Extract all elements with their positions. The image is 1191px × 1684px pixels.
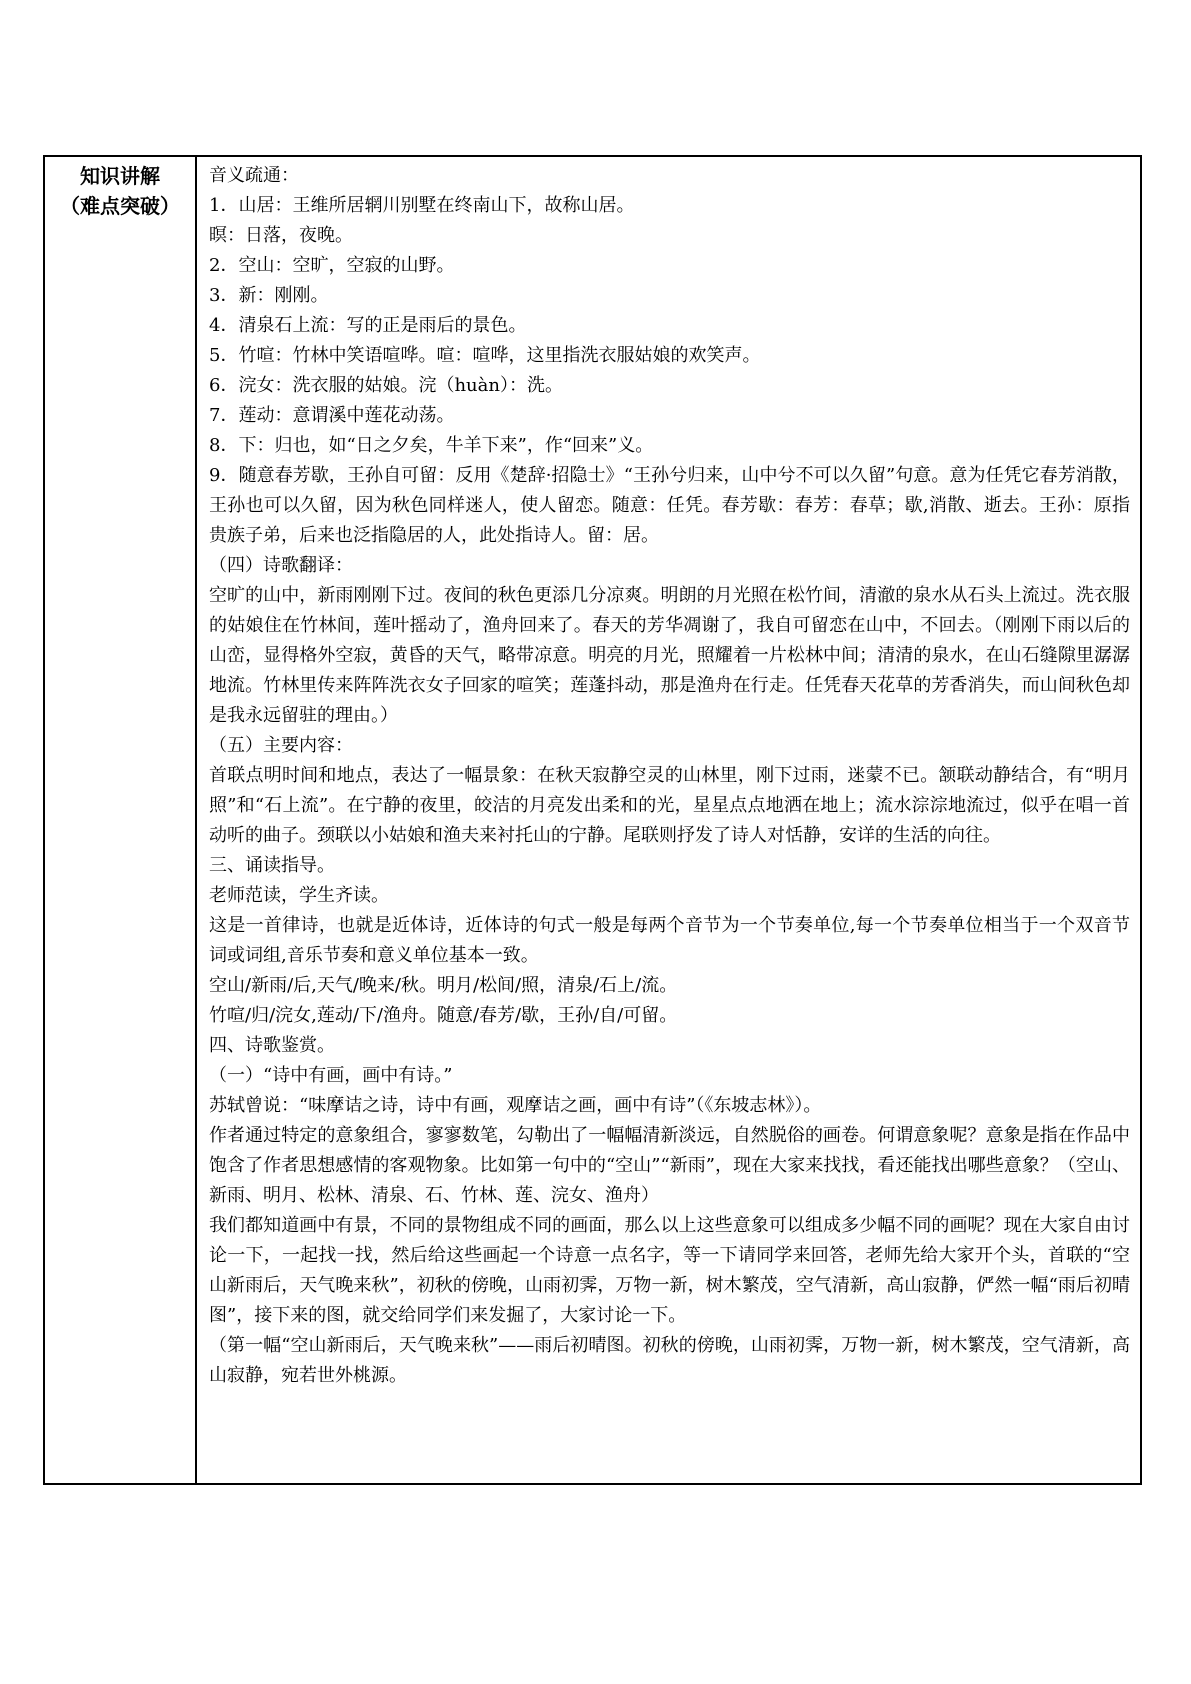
note-2-kongshan: 2．空山：空旷，空寂的山野。 (209, 255, 455, 276)
subheading-poem-painting: （一）“诗中有画，画中有诗。” (209, 1065, 453, 1086)
note-6-huannv: 6．浣女：洗衣服的姑娘。浣（huàn）：洗。 (209, 375, 563, 396)
section-content-cell (196, 156, 1141, 1484)
note-7-liandong: 7．莲动：意谓溪中莲花动荡。 (209, 405, 455, 426)
sushi-quote: 苏轼曾说：“味摩诘之诗，诗中有画，观摩诘之画，画中有诗”（《东坡志林》）。 (209, 1095, 822, 1116)
note-4-qingquan: 4．清泉石上流：写的正是雨后的景色。 (209, 315, 527, 336)
rhythm-explanation: 这是一首律诗，也就是近体诗，近体诗的句式一般是每两个音节为一个节奏单位,每一个节奏单位相当于一个双音节词或词组,音乐节奏和意义单位基本一致。 (209, 915, 1130, 966)
note-1-shanju: 1．山居：王维所居辋川别墅在终南山下，故称山居。 (209, 195, 635, 216)
rhythm-line-1: 空山/新雨/后,天气/晚来/秋。明月/松间/照，清泉/石上/流。 (209, 975, 678, 996)
section-label-title: 知识讲解 (80, 164, 160, 188)
lesson-table (43, 155, 1142, 1485)
rhythm-line-2: 竹喧/归/浣女,莲动/下/渔舟。随意/春芳/歇，王孙/自/可留。 (209, 1005, 678, 1026)
main-content-text: 首联点明时间和地点，表达了一幅景象：在秋天寂静空灵的山林里，刚下过雨，迷蒙不已。颔联动静结合，有“明月照”和“石上流”。在宁静的夜里，皎洁的月亮发出柔和的光，星星点点地洒在地上；流水淙淙地流过，似乎在唱一首动听的曲子。颈联以小姑娘和渔夫来衬托山的宁静。尾联则抒发了诗人对恬静，安详的生活的向往。 (209, 765, 1130, 846)
first-painting-text: （第一幅“空山新雨后，天气晚来秋”——雨后初晴图。初秋的傍晚，山雨初霁，万物一新，树木繁茂，空气清新，高山寂静，宛若世外桃源。 (209, 1335, 1130, 1386)
note-ming: 暝：日落，夜晚。 (209, 225, 353, 246)
lesson-row (44, 156, 1141, 1484)
note-3-xin: 3．新：刚刚。 (209, 285, 329, 306)
translation-text: 空旷的山中，新雨刚刚下过。夜间的秋色更添几分凉爽。明朗的月光照在松竹间，清澈的泉水从石头上流过。洗衣服的姑娘住在竹林间，莲叶摇动了，渔舟回来了。春天的芳华凋谢了，我自可留恋在山中，不回去。（刚刚下雨以后的山峦，显得格外空寂，黄昏的天气，略带凉意。明亮的月光，照耀着一片松林中间；清清的泉水，在山石缝隙里潺潺地流。竹林里传来阵阵洗衣女子回家的喧笑；莲蓬抖动，那是渔舟在行走。任凭春天花草的芳香消失，而山间秋色却是我永远留驻的理由。） (209, 585, 1130, 726)
imagery-explanation: 作者通过特定的意象组合，寥寥数笔，勾勒出了一幅幅清新淡远，自然脱俗的画卷。何谓意象呢？意象是指在作品中饱含了作者思想感情的客观物象。比如第一句中的“空山”“新雨”，现在大家来找找，看还能找出哪些意象？（空山、新雨、明月、松林、清泉、石、竹林、莲、浣女、渔舟） (209, 1125, 1130, 1206)
section-label-subtitle: （难点突破） (60, 194, 180, 218)
section-label-cell (44, 156, 196, 1484)
heading-appreciation: 四、诗歌鉴赏。 (209, 1035, 335, 1056)
note-9-suiyi: 9．随意春芳歇，王孙自可留：反用《楚辞·招隐士》“王孙兮归来，山中兮不可以久留”句意。意为任凭它春芳消散，王孙也可以久留，因为秋色同样迷人，使人留恋。随意：任凭。春芳歇：春芳：春草；歇,消散、逝去。王孙：原指贵族子弟，后来也泛指隐居的人，此处指诗人。留：居。 (209, 465, 1130, 546)
heading-yinyi: 音义疏通： (209, 165, 299, 186)
note-8-xia: 8．下：归也，如“日之夕矣，牛羊下来”，作“回来”义。 (209, 435, 654, 456)
heading-reading-guide: 三、诵读指导。 (209, 855, 335, 876)
reading-instruction: 老师范读，学生齐读。 (209, 885, 389, 906)
discussion-prompt: 我们都知道画中有景，不同的景物组成不同的画面，那么以上这些意象可以组成多少幅不同的画呢？现在大家自由讨论一下，一起找一找，然后给这些画起一个诗意一点名字，等一下请同学来回答，老师先给大家开个头，首联的“空山新雨后，天气晚来秋”，初秋的傍晚，山雨初霁，万物一新，树木繁茂，空气清新，高山寂静，俨然一幅“雨后初晴图”，接下来的图，就交给同学们来发掘了，大家讨论一下。 (209, 1215, 1130, 1326)
heading-main-content: （五）主要内容： (209, 735, 353, 756)
note-5-zhuxuan: 5．竹喧：竹林中笑语喧哗。喧：喧哗，这里指洗衣服姑娘的欢笑声。 (209, 345, 761, 366)
heading-translation: （四）诗歌翻译： (209, 555, 353, 576)
